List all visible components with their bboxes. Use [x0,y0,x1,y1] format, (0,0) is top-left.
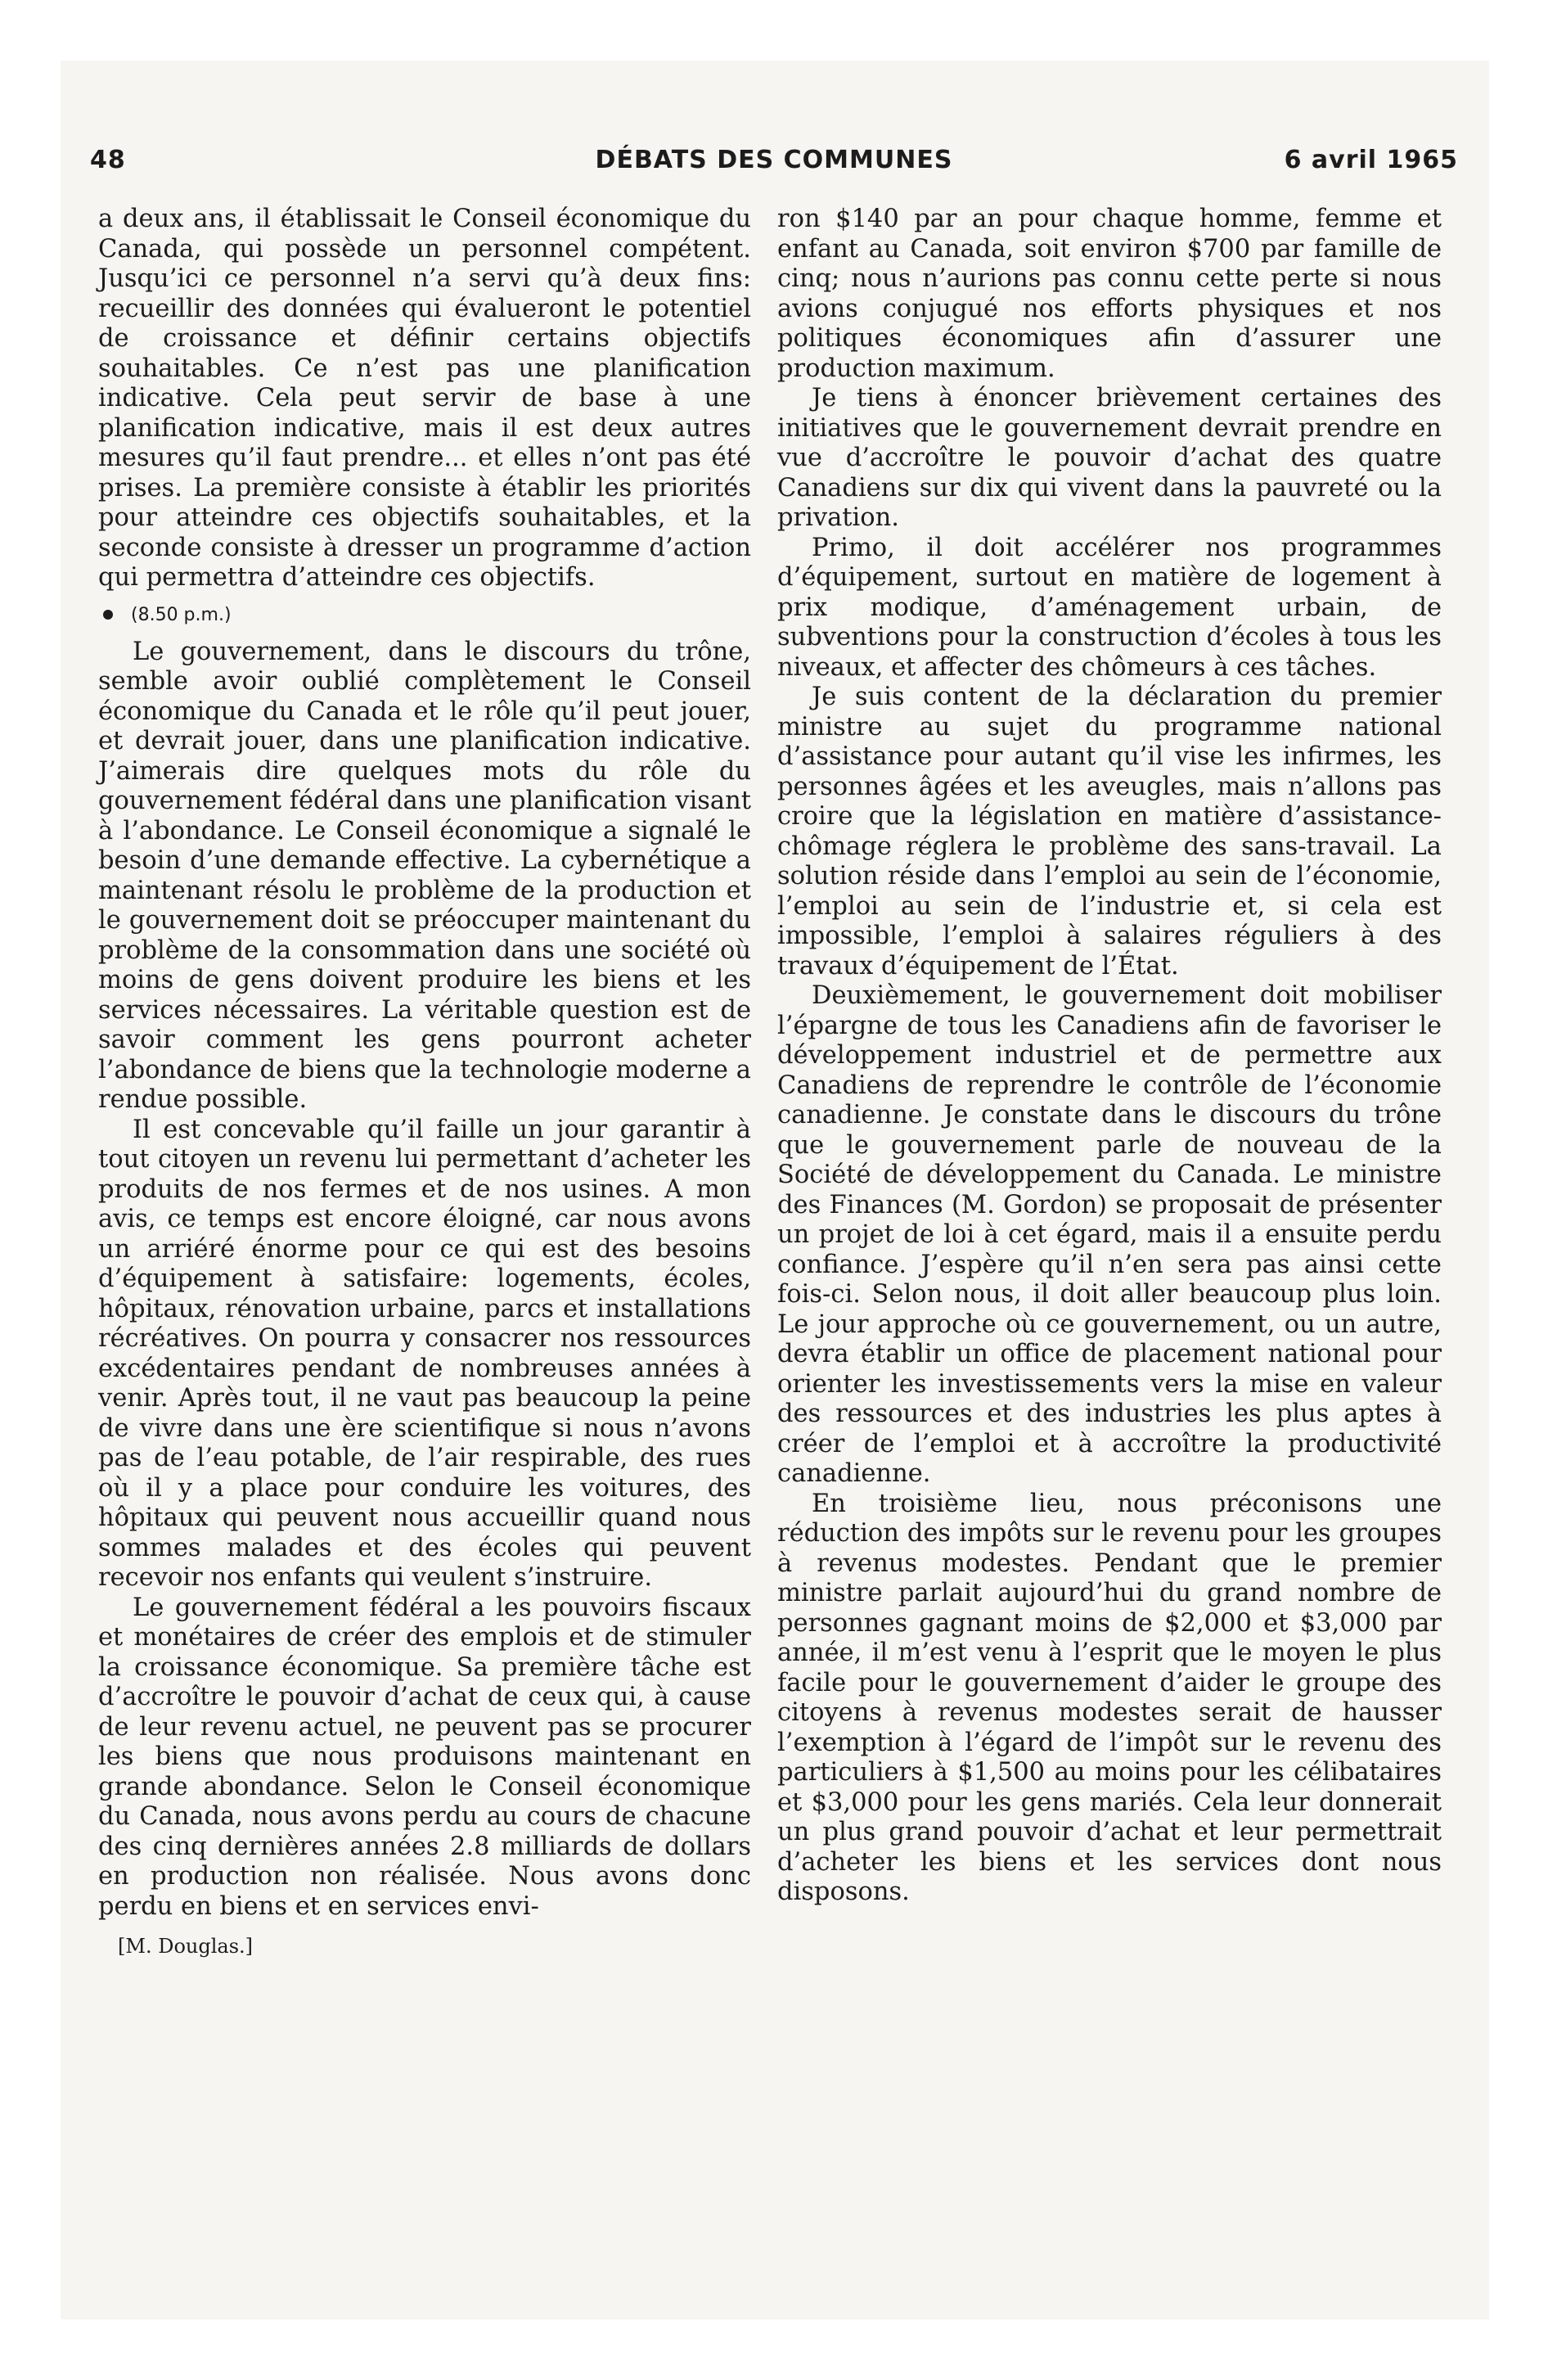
paragraph: En troisième lieu, nous préconisons une réduction des impôts sur le revenu pour les groupes à revenus modestes. Pendant que le premier ministre parlait aujourd’hui du grand nombre de personnes gagnant moins de $2,000 et $3,000 par année, il m’est venu à l’esprit que le moyen le plus facile pour le gouvernement d’aider le groupe des citoyens à revenus modestes serait de hausser l’exemption à l’égard de l’impôt sur le revenu des particuliers à $1,500 au moins pour les célibataires et $3,000 pour les gens mariés. Cela leur donnerait un plus grand pouvoir d’achat et leur permettrait d’acheter les biens et les services dont nous disposons. [777,1489,1442,1906]
publication-title: DÉBATS DES COMMUNES [595,146,953,174]
time-stamp [103,602,751,629]
time-stamp-text: (8.50 p.m.) [131,604,232,625]
issue-date: 6 avril 1965 [1284,146,1458,174]
paragraph: Il est concevable qu’il faille un jour garantir à tout citoyen un revenu lui permettant d’acheter les produits de nos fermes et de nos usines. A mon avis, ce temps est encore éloigné, car nous avons un arriéré énorme pour ce qui est des besoins d’équipement à satisfaire: logements, écoles, hôpitaux, rénovation urbaine, parcs et installations récréatives. On pourra y consacrer nos ressources excédentaires pendant de nombreuses années à venir. Après tout, il ne vaut pas beaucoup la peine de vivre dans une ère scientifique si nous n’avons pas de l’eau potable, de l’air respirable, des rues où il y a place pour conduire les voitures, des hôpitaux qui peuvent nous accueillir quand nous sommes malades et des écoles qui peuvent recevoir nos enfants qui veulent s’instruire. [98,1115,751,1592]
page-number: 48 [90,146,126,174]
speaker-attribution: [M. Douglas.] [118,1935,253,1958]
paragraph: Deuxièmement, le gouvernement doit mobiliser l’épargne de tous les Canadiens afin de favoriser le développement industriel et de permettre aux Canadiens de reprendre le contrôle de l’économie canadienne. Je constate dans le discours du trône que le gouvernement parle de nouveau de la Société de développement du Canada. Le ministre des Finances (M. Gordon) se proposait de présenter un projet de loi à cet égard, mais il a ensuite perdu confiance. J’espère qu’il n’en sera pas ainsi cette fois-ci. Selon nous, il doit aller beaucoup plus loin. Le jour approche où ce gouvernement, ou un autre, devra établir un office de placement national pour orienter les investissements vers la mise en valeur des ressources et des industries les plus aptes à créer de l’emploi et à accroître la productivité canadienne. [777,981,1442,1488]
left-column [98,205,751,1959]
bullet-icon [103,610,113,620]
paragraph: Le gouvernement, dans le discours du trône, semble avoir oublié complètement le Conseil économique du Canada et le rôle qu’il peut jouer, et devrait jouer, dans une planification indicative. J’aimerais dire quelques mots du rôle du gouvernement fédéral dans une planification visant à l’abondance. Le Conseil économique a signalé le besoin d’une demande effective. La cybernétique a maintenant résolu le problème de la production et le gouvernement doit se préoccuper maintenant du problème de la consommation dans une société où moins de gens doivent produire les biens et les services nécessaires. La véritable question est de savoir comment les gens pourront acheter l’abondance de biens que la technologie moderne a rendue possible. [98,637,751,1114]
paragraph: a deux ans, il établissait le Conseil économique du Canada, qui possède un personnel compétent. Jusqu’ici ce personnel n’a servi qu’à deux fins: recueillir des données qui évalueront le potentiel de croissance et définir certains objectifs souhaitables. Ce n’est pas une planification indicative. Cela peut servir de base à une planification indicative, mais il est deux autres mesures qu’il faut prendre... et elles n’ont pas été prises. La première consiste à établir les priorités pour atteindre ces objectifs souhaitables, et la seconde consiste à dresser un programme d’action qui permettra d’atteindre ces objectifs. [98,205,751,592]
paragraph: Je suis content de la déclaration du premier ministre au sujet du programme national d’assistance pour autant qu’il vise les infirmes, les personnes âgées et les aveugles, mais n’allons pas croire que la législation en matière d’assistance-chômage réglera le problème des sans-travail. La solution réside dans l’emploi au sein de l’économie, l’emploi au sein de l’industrie et, si cela est impossible, l’emploi à salaires réguliers à des travaux d’équipement de l’État. [777,683,1442,980]
right-column [777,205,1442,1908]
paragraph: Je tiens à énoncer brièvement certaines des initiatives que le gouvernement devrait prendre en vue d’accroître le pouvoir d’achat des quatre Canadiens sur dix qui vivent dans la pauvreté ou la privation. [777,384,1442,532]
paragraph: ron $140 par an pour chaque homme, femme et enfant au Canada, soit environ $700 par famille de cinq; nous n’aurions pas connu cette perte si nous avions conjugué nos efforts physiques et nos politiques économiques afin d’assurer une production maximum. [777,205,1442,383]
paragraph: Primo, il doit accélérer nos programmes d’équipement, surtout en matière de logement à prix modique, d’aménagement urbain, de subventions pour la construction d’écoles à tous les niveaux, et affecter des chômeurs à ces tâches. [777,533,1442,682]
running-head [90,146,1458,183]
paragraph: Le gouvernement fédéral a les pouvoirs fiscaux et monétaires de créer des emplois et de stimuler la croissance économique. Sa première tâche est d’accroître le pouvoir d’achat de ceux qui, à cause de leur revenu actuel, ne peuvent pas se procurer les biens que nous produisons maintenant en grande abondance. Selon le Conseil économique du Canada, nous avons perdu au cours de chacune des cinq dernières années 2.8 milliards de dollars en production non réalisée. Nous avons donc perdu en biens et en services envi- [98,1593,751,1921]
